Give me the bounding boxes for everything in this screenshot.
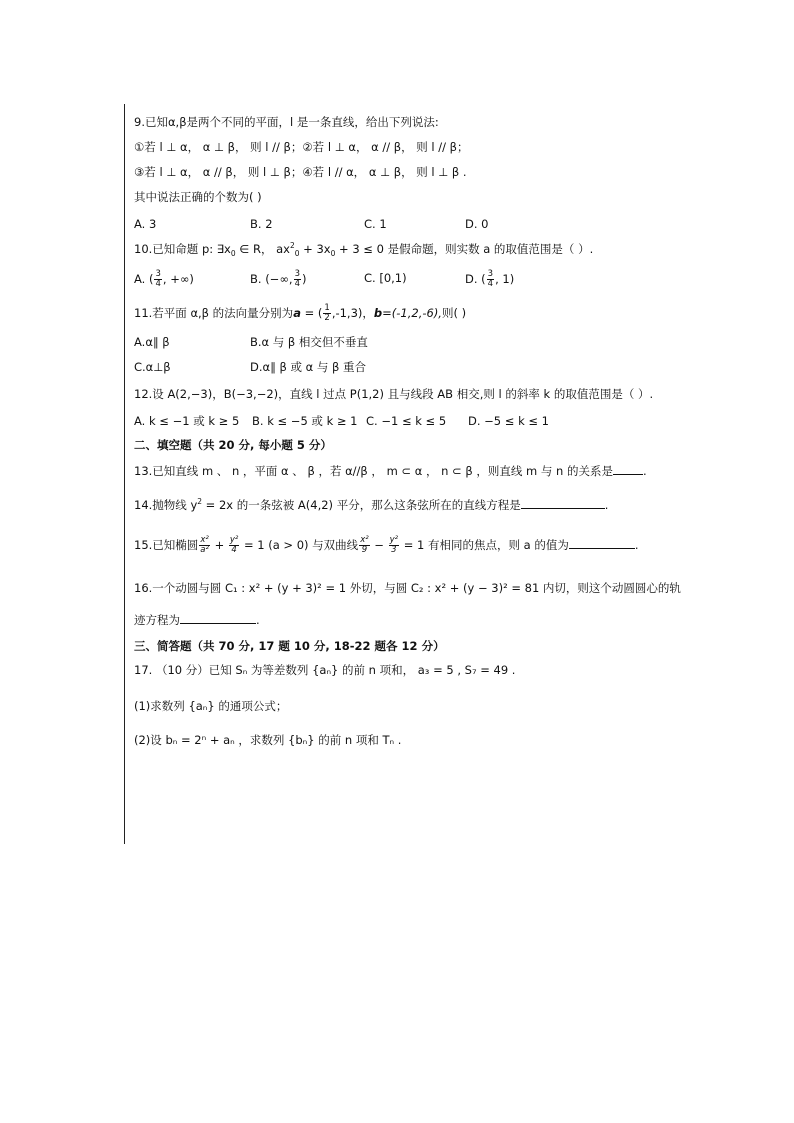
q11-vector-a: a [293, 306, 301, 320]
q15-h2-num: y² [389, 535, 399, 545]
q12-option-d: D. −5 ≤ k ≤ 1 [468, 414, 549, 428]
q11-b-value: =(-1,2,-6), [382, 306, 442, 320]
q14-answer-blank[interactable] [521, 497, 605, 509]
q10-option-d [465, 270, 514, 289]
q11-half-den: 2 [324, 313, 330, 323]
q11-stem-a: 11.若平面 α,β 的法向量分别为 [134, 306, 294, 320]
q16-line-1: 16.一个动圆与圆 C₁ : x² + (y + 3)² = 1 外切，与圆 C₂ : x² + (y − 3)² = 81 内切，则这个动圆圆心的轨 [134, 581, 681, 595]
q14 [134, 497, 608, 513]
q10-option-a [134, 270, 194, 289]
q10-stem-b: ∈ R， ax [235, 242, 290, 256]
q11-tail: 则( ) [441, 306, 467, 320]
q10-stem-a: 10.已知命题 p: ∃x [134, 242, 231, 256]
q11-option-a: A.α∥ β [134, 335, 170, 349]
q15-e2-den: 4 [231, 545, 237, 555]
q15-post: = 1 有相同的焦点，则 a 的值为 [400, 538, 569, 552]
q10-sup: 2 [289, 241, 295, 250]
q10-sub: 0 [230, 249, 236, 258]
q17-part-2: (2)设 bₙ = 2ⁿ + aₙ ，求数列 {bₙ} 的前 n 项和 Tₙ . [134, 733, 402, 747]
q15 [134, 536, 638, 555]
q10-option-c: C. [0,1) [364, 271, 407, 285]
q10-stem-c: + 3x [299, 242, 331, 256]
q16-answer-blank[interactable] [180, 612, 256, 624]
q14-text-b: = 2x 的一条弦被 A(4,2) 平分，那么这条弦所在的直线方程是 [202, 498, 521, 512]
q9-option-a: A. 3 [134, 217, 157, 231]
q12-option-c: C. −1 ≤ k ≤ 5 [366, 414, 447, 428]
q12-stem: 12.设 A(2,−3)，B(−3,−2)，直线 l 过点 P(1,2) 且与线段 AB 相交,则 l 的斜率 k 的取值范围是（ ）. [134, 387, 654, 401]
q10-d-num: 3 [487, 269, 494, 279]
q11-eq: = ( [300, 306, 323, 320]
q10-stem-d: + 3 ≤ 0 是假命题，则实数 a 的取值范围是（ ）. [335, 242, 594, 256]
q15-e1-num: x² [200, 535, 209, 545]
q17-stem: 17. （10 分）已知 Sₙ 为等差数列 {aₙ} 的前 n 项和， a₃ = 5 , S₇ = 49 . [134, 663, 516, 677]
section-2-heading: 二、填空题（共 20 分, 每小题 5 分） [134, 438, 332, 452]
q11-half-num: 1 [324, 303, 330, 313]
q10-sub-3: 0 [330, 249, 336, 258]
q10-a-pre: A. ( [134, 272, 154, 286]
q10-d-den: 4 [487, 279, 494, 289]
q9-statement-3-4: ③若 l ⊥ α， α // β， 则 l ⊥ β；④若 l // α， α ⊥ β， 则 l ⊥ β . [134, 165, 467, 179]
q15-h1-den: 9 [361, 545, 368, 555]
q9-question: 其中说法正确的个数为( ) [134, 190, 262, 204]
q11-stem [134, 304, 466, 323]
q9-stem: 9.已知α,β是两个不同的平面，l 是一条直线，给出下列说法: [134, 115, 439, 129]
q9-option-c: C. 1 [364, 217, 387, 231]
q10-stem [134, 241, 593, 257]
q15-plus: + [210, 538, 228, 552]
q10-b-num: 3 [294, 269, 300, 279]
section-3-heading: 三、简答题（共 70 分, 17 题 10 分, 18-22 题各 12 分） [134, 639, 445, 653]
q10-a-den: 4 [155, 279, 161, 289]
q14-text-a: 14.抛物线 y [134, 498, 198, 512]
q9-option-d: D. 0 [465, 217, 489, 231]
q10-d-post: , 1) [495, 272, 515, 286]
q15-end: . [634, 538, 639, 552]
q13 [134, 463, 647, 479]
q15-hyperbola-term-1 [359, 536, 369, 555]
q14-sup: 2 [197, 497, 203, 506]
q10-b-post: ) [301, 272, 307, 286]
q10-d-fraction [487, 270, 494, 289]
q10-sub-2: 0 [294, 249, 300, 258]
q15-ellipse-term-2 [229, 536, 239, 555]
q15-e2-num: y² [229, 535, 239, 545]
q11-option-d: D.α∥ β 或 α 与 β 重合 [250, 360, 367, 374]
q10-b-pre: B. (−∞, [250, 272, 293, 286]
q10-d-pre: D. ( [465, 272, 486, 286]
q12-option-a: A. k ≤ −1 或 k ≥ 5 [134, 414, 240, 428]
q15-pre: 15.已知椭圆 [134, 538, 199, 552]
left-margin-rule [124, 104, 125, 844]
q15-h1-num: x² [360, 535, 369, 545]
q10-a-fraction [154, 270, 161, 289]
q13-text: 13.已知直线 m 、 n ，平面 α 、 β ，若 α//β ， m ⊂ α ， n ⊂ β ，则直线 m 与 n 的关系是 [134, 464, 613, 478]
q16-line-2-text: 迹方程为 [134, 613, 180, 627]
q15-answer-blank[interactable] [569, 537, 635, 549]
q11-option-c: C.α⊥β [134, 360, 171, 374]
q11-option-b: B.α 与 β 相交但不垂直 [250, 335, 368, 349]
q10-option-b [250, 270, 306, 289]
q15-hyperbola-term-2 [389, 536, 399, 555]
q12-option-b: B. k ≤ −5 或 k ≥ 1 [252, 414, 358, 428]
q17-part-1: (1)求数列 {aₙ} 的通项公式； [134, 699, 288, 713]
q15-e1-den: a² [200, 545, 209, 555]
q16-line-2 [134, 612, 260, 628]
q15-minus: − [370, 538, 388, 552]
q15-ellipse-term-1 [199, 536, 210, 555]
q11-half-fraction [323, 304, 330, 323]
q10-a-post: , +∞) [162, 272, 194, 286]
q16-end: . [256, 613, 260, 627]
q13-end: . [642, 464, 647, 478]
q10-b-fraction [294, 270, 301, 289]
q13-answer-blank[interactable] [613, 463, 643, 475]
q9-statement-1-2: ①若 l ⊥ α， α ⊥ β， 则 l // β；②若 l ⊥ α， α // β， 则 l // β； [134, 140, 469, 154]
q15-mid: = 1 (a > 0) 与双曲线 [240, 538, 359, 552]
q9-option-b: B. 2 [250, 217, 273, 231]
q10-b-den: 4 [294, 279, 300, 289]
q11-rest: ,-1,3)， [331, 306, 374, 320]
q15-h2-den: 3 [391, 545, 397, 555]
q11-vector-b: b [373, 306, 383, 320]
q10-a-num: 3 [155, 269, 161, 279]
q14-end: . [604, 498, 609, 512]
